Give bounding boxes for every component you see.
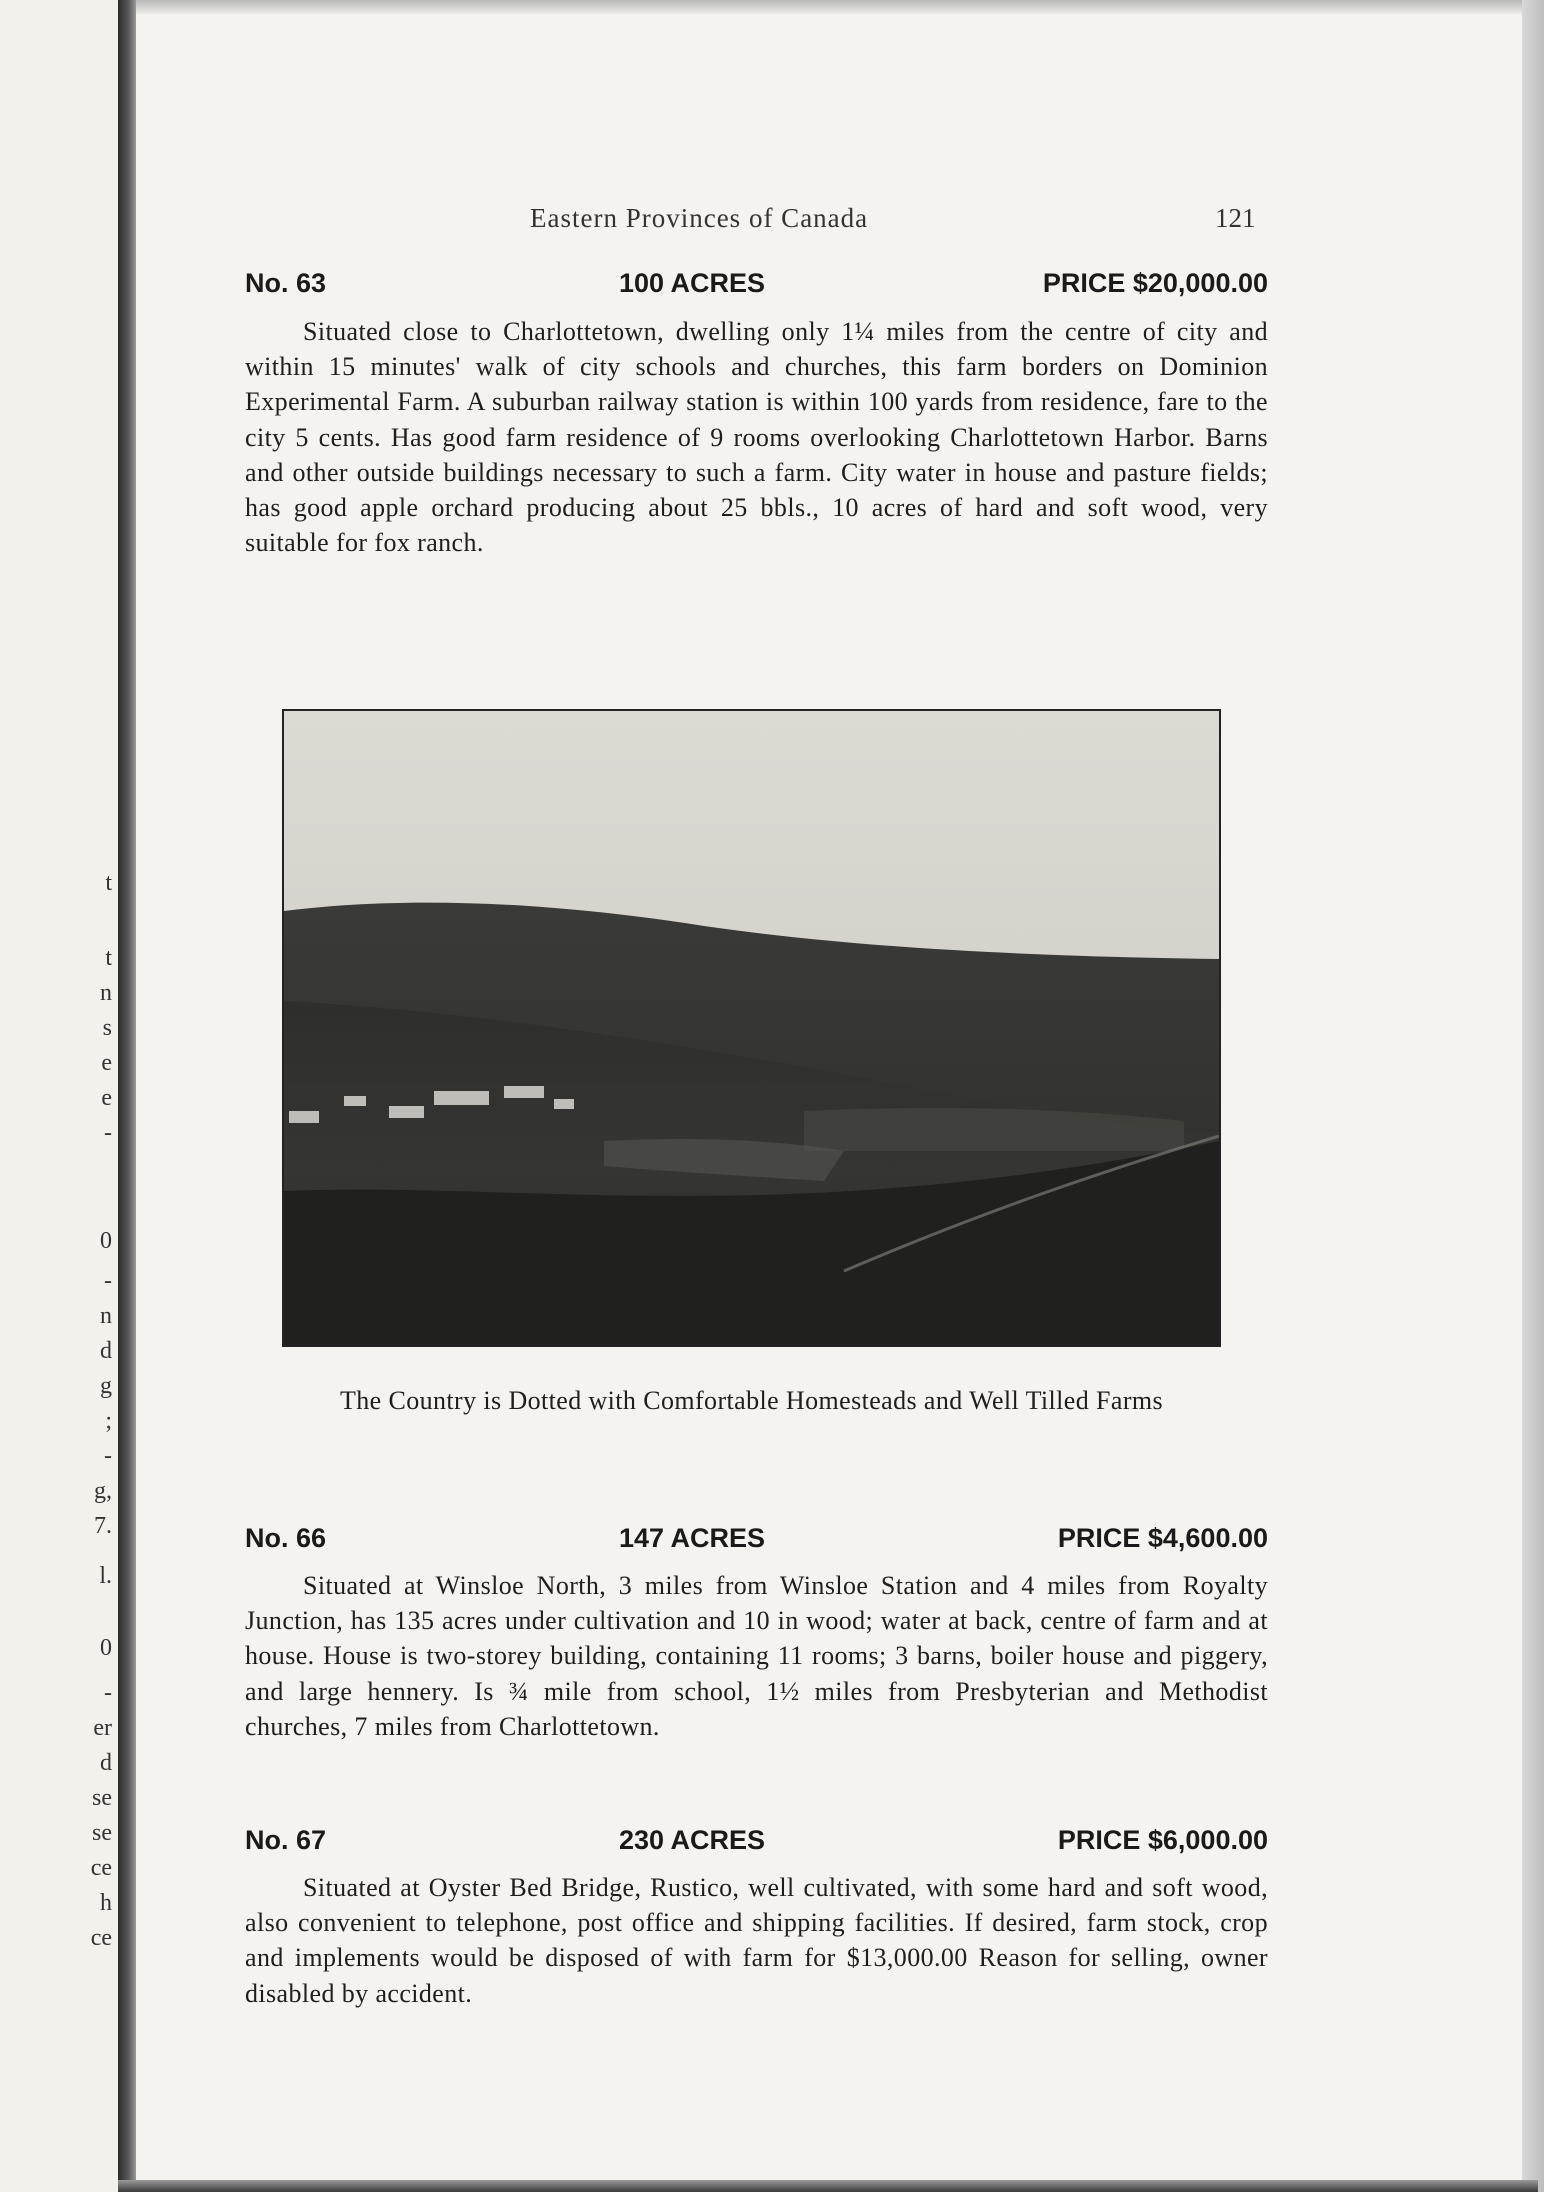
margin-fragment: s [102, 1015, 112, 1041]
page-number: 121 [1215, 203, 1256, 233]
listing-number: No. 66 [245, 1523, 327, 1553]
listing-number: No. 67 [245, 1825, 327, 1855]
margin-fragment: ce [90, 1925, 112, 1951]
listing-price: PRICE $4,600.00 [1057, 1523, 1268, 1553]
margin-fragment: l. [99, 1563, 112, 1589]
listing-description: Situated at Oyster Bed Bridge, Rustico, well cultivated, with some hard and soft wood, also convenient to telephone, post office and shipping facilities. If desired, farm stock, crop and implements would be disposed of with farm for $13,000.00 Reason for selling, owner disabled by accident. [245, 1873, 1268, 2008]
page-top-edge [136, 0, 1526, 14]
margin-fragment: - [104, 1120, 112, 1146]
listing-price: PRICE $6,000.00 [1057, 1825, 1268, 1855]
margin-fragment: n [100, 980, 112, 1006]
margin-fragment: e [101, 1050, 112, 1076]
running-head: Eastern Provinces of Canada [530, 203, 869, 233]
margin-fragment: ce [90, 1855, 112, 1881]
margin-fragment: t [105, 945, 112, 971]
margin-fragment: t [105, 870, 112, 896]
listing-acres: 147 ACRES [619, 1523, 766, 1553]
book-binding-shadow [118, 0, 136, 2192]
margin-fragment: e [101, 1085, 112, 1111]
margin-fragment: 7. [94, 1513, 112, 1539]
page-bottom-edge [118, 2180, 1538, 2192]
margin-fragment: er [93, 1715, 112, 1741]
margin-fragment: d [100, 1750, 112, 1776]
farm-landscape-photo [282, 709, 1221, 1347]
margin-fragment: g [100, 1373, 112, 1399]
margin-fragment: se [92, 1820, 112, 1846]
listing-description: Situated at Winsloe North, 3 miles from Winsloe Station and 4 miles from Royalty Junction, has 135 acres under cultivation and 10 in wood; water at back, centre of farm and at house. House is two-storey building, containing 11 rooms; 3 barns, boiler house and piggery, and large hennery. Is ¾ mile from school, 1½ miles from Presbyterian and Methodist churches, 7 miles from Charlottetown. [245, 1571, 1268, 1741]
margin-fragment: se [92, 1785, 112, 1811]
margin-fragment: ; [105, 1408, 112, 1434]
listing-acres: 100 ACRES [619, 268, 766, 298]
listing-number: No. 63 [245, 268, 327, 298]
listing-description: Situated close to Charlottetown, dwelling only 1¼ miles from the centre of city and within 15 minutes' walk of city schools and churches, this farm borders on Dominion Experimental Farm. A suburban railway station is within 100 yards from residence, fare to the city 5 cents. Has good farm residence of 9 rooms overlooking Charlottetown Harbor. Barns and other outside buildings necessary to such a farm. City water in house and pasture fields; has good apple orchard producing about 25 bbls., 10 acres of hard and soft wood, very suitable for fox ranch. [245, 317, 1268, 558]
landscape-image [284, 711, 1219, 1345]
margin-fragment: 0 [100, 1228, 112, 1254]
photo-caption: The Country is Dotted with Comfortable Homesteads and Well Tilled Farms [339, 1386, 1164, 1415]
listing-header [245, 1825, 1268, 1861]
listing-header [245, 1523, 1268, 1559]
listing-acres: 230 ACRES [619, 1825, 766, 1855]
listing-price: PRICE $20,000.00 [1042, 268, 1268, 298]
page-right-edge [1522, 0, 1544, 2192]
margin-fragment: - [104, 1443, 112, 1469]
margin-fragment: n [100, 1303, 112, 1329]
margin-fragment: d [100, 1338, 112, 1364]
margin-fragment: h [100, 1890, 112, 1916]
margin-fragment: - [104, 1680, 112, 1706]
margin-fragment: - [104, 1268, 112, 1294]
margin-fragment: 0 [100, 1635, 112, 1661]
margin-fragment: g, [94, 1478, 112, 1504]
listing-header [245, 268, 1268, 304]
previous-page-text-fragments [0, 0, 118, 2192]
